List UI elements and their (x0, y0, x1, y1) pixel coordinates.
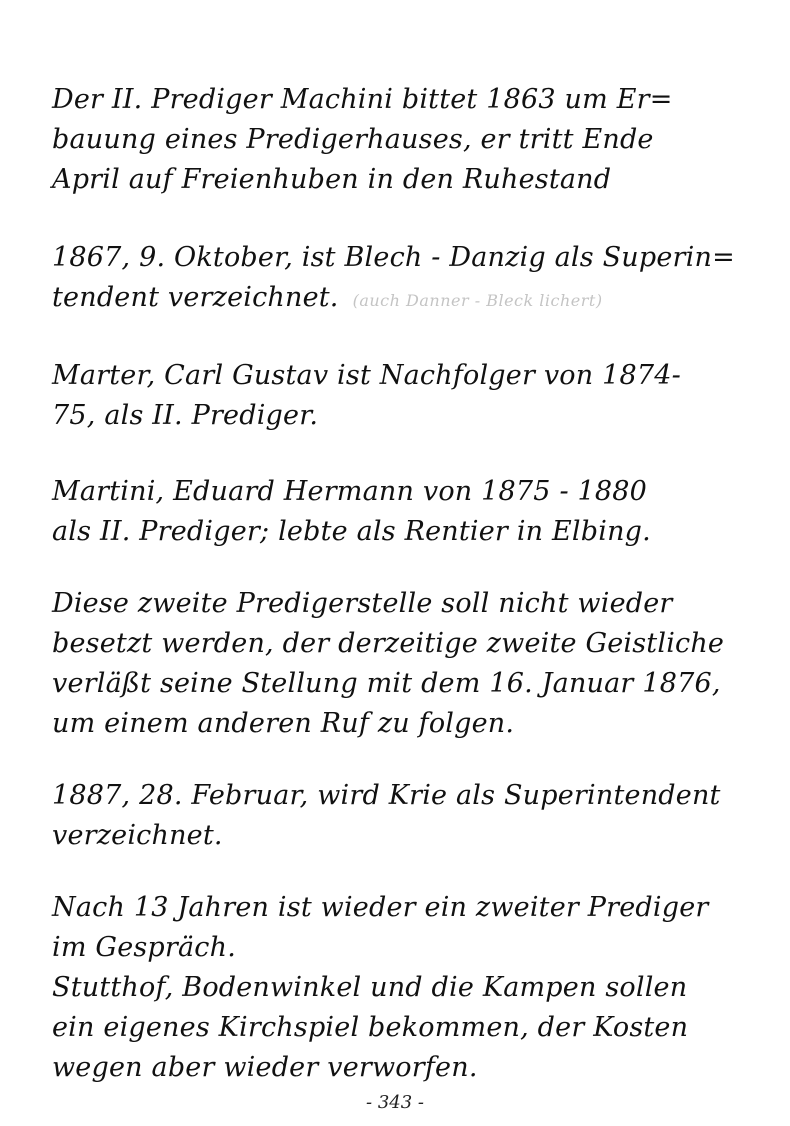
text-line: besetzt werden, der derzeitige zweite Geistliche (52, 628, 725, 659)
text-line: als II. Prediger; lebte als Rentier in Elbing. (52, 516, 651, 547)
paragraph-krie (52, 776, 752, 856)
text-line: verläßt seine Stellung mit dem 16. Januar 1876, (52, 668, 721, 699)
text-line: ein eigenes Kirchspiel bekommen, der Kosten (52, 1012, 689, 1043)
paragraph-martini (52, 472, 752, 552)
faint-pencil-note: (auch Danner - Bleck lichert) (352, 291, 603, 310)
text-line: 1867, 9. Oktober, ist Blech - Danzig als Superin= (52, 242, 735, 273)
text-line: 75, als II. Prediger. (52, 400, 319, 431)
text-line: verzeichnet. (52, 820, 223, 851)
text-line: April auf Freienhuben in den Ruhestand (52, 164, 612, 195)
text-line: Marter, Carl Gustav ist Nachfolger von 1874- (52, 360, 681, 391)
text-line: bauung eines Predigerhauses, er tritt Ende (52, 124, 654, 155)
text-line: Der II. Prediger Machini bittet 1863 um Er= (52, 84, 673, 115)
text-line: tendent verzeichnet. (52, 282, 339, 313)
text-line: Diese zweite Predigerstelle soll nicht wieder (52, 588, 673, 619)
text-line: 1887, 28. Februar, wird Krie als Superintendent (52, 780, 721, 811)
paragraph-machini (52, 80, 752, 200)
text-line: Nach 13 Jahren ist wieder ein zweiter Prediger (52, 892, 709, 923)
paragraph-kirchspiel (52, 888, 752, 1088)
paragraph-marter (52, 356, 752, 436)
text-line: wegen aber wieder verworfen. (52, 1052, 478, 1083)
text-line: um einem anderen Ruf zu folgen. (52, 708, 515, 739)
text-line: Martini, Eduard Hermann von 1875 - 1880 (52, 476, 648, 507)
paragraph-predigerstelle (52, 584, 752, 744)
text-line: Stutthof, Bodenwinkel und die Kampen sollen (52, 972, 688, 1003)
paragraph-blech (52, 238, 752, 321)
page-number: - 343 - (366, 1092, 424, 1113)
text-line: im Gespräch. (52, 932, 237, 963)
text-line-with-note (52, 278, 752, 321)
